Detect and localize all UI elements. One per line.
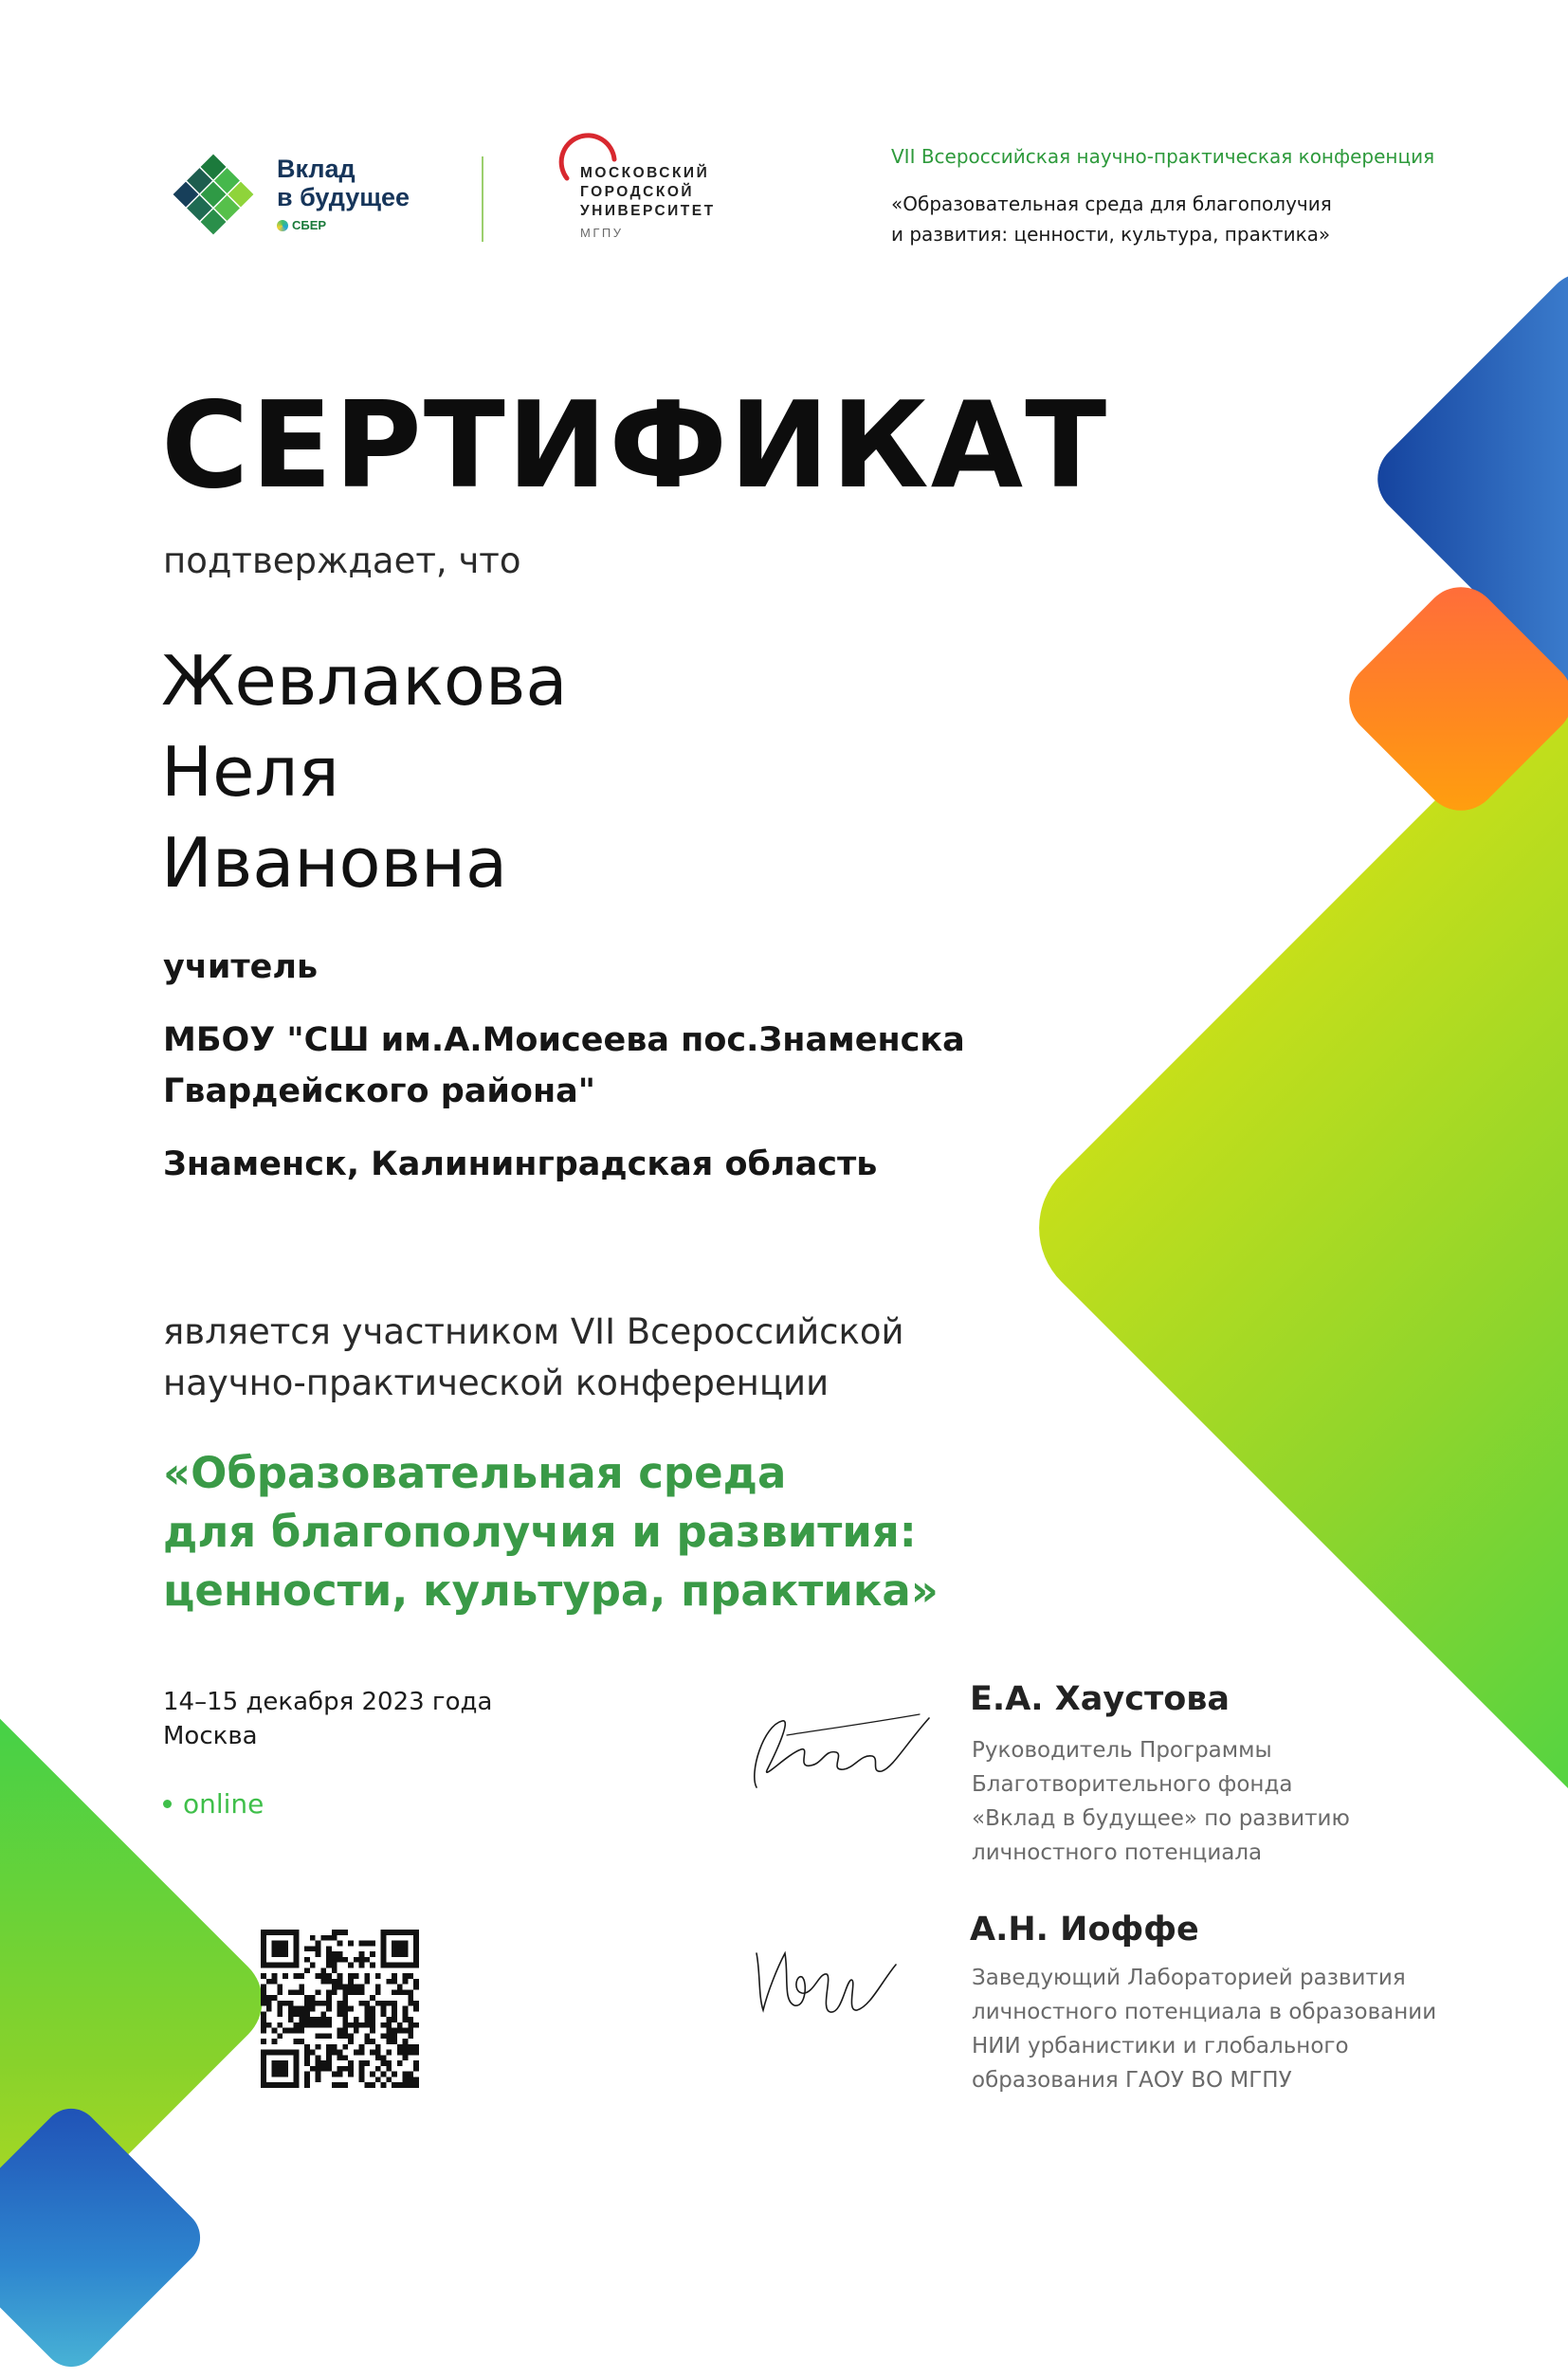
vklad-logo-line2: в будущее [277,183,410,211]
participant-text-line2: научно-практической конференции [163,1363,830,1403]
vklad-logo-line1: Вклад [277,155,356,183]
signatory-2-name: А.Н. Иоффе [970,1911,1199,1949]
signatory-1-role-line3: «Вклад в будущее» по развитию [972,1806,1350,1831]
signatory-1-role-line1: Руководитель Программы [972,1738,1272,1763]
conference-title-line1: «Образовательная среда [163,1448,787,1498]
signatory-2-role-line4: образования ГАОУ ВО МГПУ [972,2068,1292,2093]
conference-header-label: VII Всероссийская научно-практическая конференция [891,145,1435,168]
signatory-2-role-line3: НИИ урбанистики и глобального [972,2034,1349,2059]
sber-badge [277,218,326,232]
recipient-organization-line1: МБОУ "СШ им.А.Моисеева пос.Знаменска [163,1021,965,1059]
logo-divider [482,156,483,242]
signatory-1-name: Е.А. Хаустова [970,1680,1231,1718]
online-dot-icon [163,1800,172,1808]
sber-icon [277,220,288,231]
conference-title-line3: ценности, культура, практика» [163,1565,939,1616]
mgpu-logo-line2: ГОРОДСКОЙ [580,184,695,200]
recipient-middle-name: Ивановна [161,823,508,903]
event-format [163,1788,264,1820]
signature-khaustova [730,1697,939,1802]
event-dates: 14–15 декабря 2023 года [163,1688,493,1716]
recipient-first-name: Неля [161,732,339,812]
vklad-logo-icon [161,152,265,237]
participant-text-line1: является участником VII Всероссийской [163,1311,904,1352]
mgpu-logo-line1: МОСКОВСКИЙ [580,165,710,181]
recipient-last-name: Жевлакова [161,641,568,721]
signatory-1-role-line4: личностного потенциала [972,1840,1263,1865]
confirms-text: подтверждает, что [163,540,521,581]
signatory-1-role-line2: Благотворительного фонда [972,1772,1293,1797]
decor-blue-diamond-bottom [0,2097,211,2379]
mgpu-logo-abbr: МГПУ [580,226,624,240]
recipient-position: учитель [163,948,319,986]
signatory-2-role-line1: Заведующий Лабораторией развития [972,1966,1406,1990]
conference-title-line2: для благополучия и развития: [163,1507,917,1557]
recipient-organization-line2: Гвардейского района" [163,1072,595,1110]
conference-header-subtitle-line2: и развития: ценности, культура, практика» [891,223,1331,246]
recipient-location: Знаменск, Калининградская область [163,1145,878,1183]
signatory-2-role-line2: личностного потенциала в образовании [972,2000,1437,2024]
event-format-label: online [183,1788,264,1820]
mgpu-logo-line3: УНИВЕРСИТЕТ [580,203,716,219]
sber-label: СБЕР [292,218,327,232]
qr-code [261,1930,419,2088]
event-city: Москва [163,1722,258,1750]
conference-header-subtitle-line1: «Образовательная среда для благополучия [891,192,1332,215]
signature-ioffe [739,1925,901,2020]
certificate-title: СЕРТИФИКАТ [161,375,1109,515]
